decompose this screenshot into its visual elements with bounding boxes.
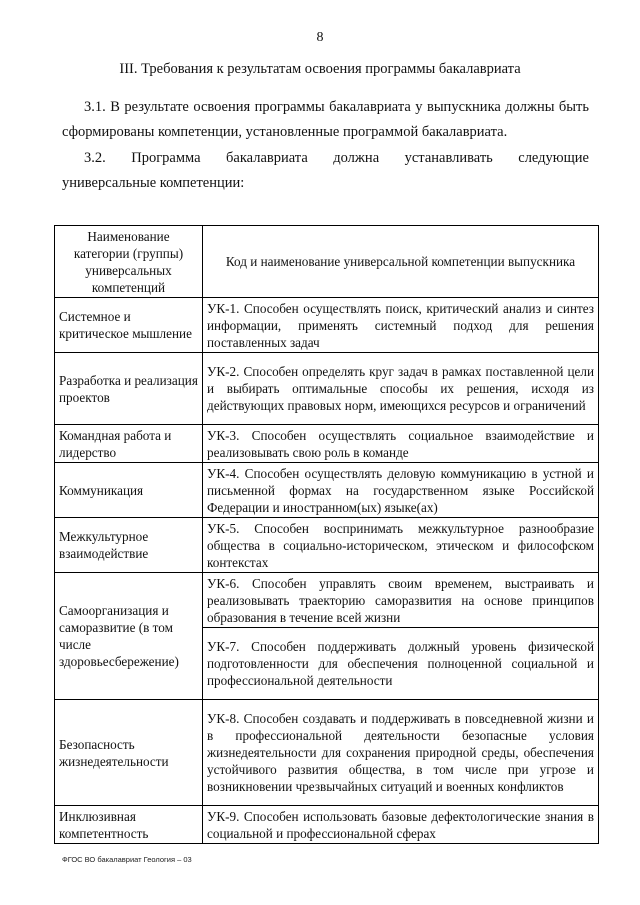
category-cell: Безопасность жизнедеятельности xyxy=(55,700,203,806)
table-row xyxy=(55,573,599,628)
category-cell: Коммуникация xyxy=(55,463,203,518)
competence-cell: УК-9. Способен использовать базовые дефектологические знания в социальной и профессиональной сферах xyxy=(203,806,599,844)
competence-cell: УК-4. Способен осуществлять деловую коммуникацию в устной и письменной формах на государственном языке Российской Федерации и иностранном(ых) языке(ах) xyxy=(203,463,599,518)
table-header-row xyxy=(55,226,599,298)
table-row xyxy=(55,806,599,844)
competence-cell: УК-2. Способен определять круг задач в рамках поставленной цели и выбирать оптимальные способы их решения, исходя из действующих правовых норм, имеющихся ресурсов и ограничений xyxy=(203,353,599,425)
category-cell: Системное и критическое мышление xyxy=(55,298,203,353)
table-row xyxy=(55,463,599,518)
header-code: Код и наименование универсальной компетенции выпускника xyxy=(203,226,599,298)
table-row xyxy=(55,425,599,463)
competence-cell: УК-6. Способен управлять своим временем, выстраивать и реализовывать траекторию саморазвития на основе принципов образования в течение всей жизни xyxy=(203,573,599,628)
category-cell: Командная работа и лидерство xyxy=(55,425,203,463)
table-row xyxy=(55,700,599,806)
table-row xyxy=(55,518,599,573)
paragraph-3-1: 3.1. В результате освоения программы бакалавриата у выпускника должны быть сформированы компетенции, установленные программой бакалавриата. xyxy=(62,99,589,140)
paragraph-3-2 xyxy=(62,146,589,196)
section-heading: III. Требования к результатам освоения программы бакалавриата xyxy=(119,61,521,77)
competence-cell: УК-8. Способен создавать и поддерживать в повседневной жизни и в профессиональной деятельности безопасные условия жизнедеятельности для сохранения природной среды, обеспечения устойчивого развития общества, в том числе при угрозе и возникновении чрезвычайных ситуаций и военных конфликтов xyxy=(203,700,599,806)
header-category: Наименование категории (группы) универсальных компетенций xyxy=(55,226,203,298)
paragraph-3-2-line-1: 3.2. Программа бакалавриата должна устанавливать следующие xyxy=(84,150,589,166)
competence-cell: УК-5. Способен воспринимать межкультурное разнообразие общества в социально-историческом, этическом и философском контекстах xyxy=(203,518,599,573)
category-cell: Инклюзивная компетентность xyxy=(55,806,203,844)
competence-cell: УК-3. Способен осуществлять социальное взаимодействие и реализовывать свою роль в команде xyxy=(203,425,599,463)
competence-cell: УК-7. Способен поддерживать должный уровень физической подготовленности для обеспечения полноценной социальной и профессиональной деятельности xyxy=(203,628,599,700)
competence-cell: УК-1. Способен осуществлять поиск, критический анализ и синтез информации, применять системный подход для решения поставленных задач xyxy=(203,298,599,353)
category-cell: Межкультурное взаимодействие xyxy=(55,518,203,573)
footer-note: ФГОС ВО бакалавриат Геология – 03 xyxy=(62,855,192,864)
table-row xyxy=(55,298,599,353)
paragraph-3-2-line-2: универсальные компетенции: xyxy=(62,175,245,191)
page-number: 8 xyxy=(316,30,324,45)
category-cell: Разработка и реализация проектов xyxy=(55,353,203,425)
category-cell: Самоорганизация и саморазвитие (в том числе здоровьесбережение) xyxy=(55,573,203,700)
table-row xyxy=(55,353,599,425)
competencies-table xyxy=(54,225,599,844)
